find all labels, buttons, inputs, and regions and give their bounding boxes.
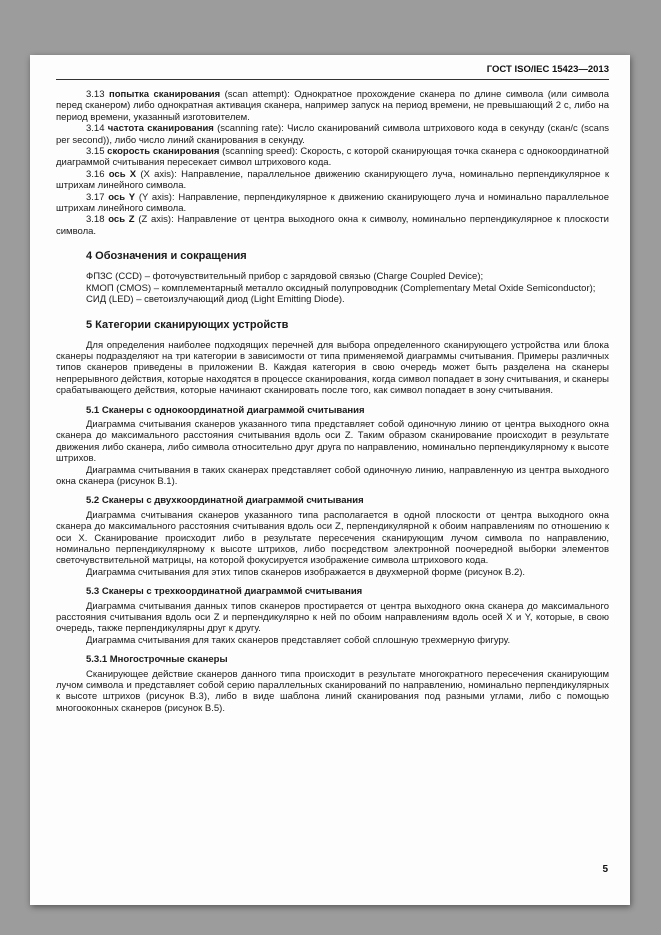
definition-3-17: 3.17 ось Y (Y axis): Направление, перпендикулярное к движению сканирующего луча и номинально параллельное штрихам линейного символа. (56, 191, 609, 215)
page-number: 5 (602, 864, 608, 875)
heading-4: 4 Обозначения и сокращения (86, 250, 247, 263)
document-header-standard-number: ГОСТ ISO/IEC 15423—2013 (56, 64, 609, 80)
document-body (56, 89, 609, 714)
subheading-5-2: 5.2 Сканеры с двухкоординатной диаграммой считывания (86, 495, 364, 507)
heading-5: 5 Категории сканирующих устройств (86, 318, 289, 331)
definition-3-14: 3.14 частота сканирования (scanning rate): Число сканирований символа штрихового кода в секунду (скан/с (scans per second)), либо число линий сканирования в секунду. (56, 123, 609, 146)
subheading-5-1: 5.1 Сканеры с однокоординатной диаграммой считывания (86, 404, 365, 416)
document-page (30, 55, 630, 905)
paragraph-5-intro: Для определения наиболее подходящих перечней для выбора определенного сканирующего устройства или блока сканеры подразделяют на три категории в зависимости от типа применяемой диаграммы считывания. Примеры различных типов сканеров приведены в приложении B. Каждая категория в свою очередь может быть разделена на сканеры непрерывного действия, которые находятся в процессе сканирования, когда символ попадает в зону считывания, и сканеры срабатывающего действия, которые начинают сканировать после того, как символ попадает в зону считывания. (56, 339, 609, 397)
definition-3-18: 3.18 ось Z (Z axis): Направление от центра выходного окна к символу, номинально перпендикулярное к плоскости символа. (56, 214, 609, 237)
paragraph-5-3-a: Диаграмма считывания данных типов сканеров простирается от центра выходного окна сканера до максимального расстояния считывания вдоль оси Z и перпендикулярно к ней по обоим направлениям вдоль осей X и Y, которые, в свою очередь, также перпендикулярны друг к другу. (56, 600, 609, 635)
definition-3-15: 3.15 скорость сканирования (scanning speed): Скорость, с которой сканирующая точка сканера с однокоординатной диаграммой считывания пересекает символ штрихового кода. (56, 146, 609, 169)
paragraph-5-3-1-a: Сканирующее действие сканеров данного типа происходит в результате многократного пересечения сканирующим лучом символа и представляет собой серию параллельных сканирований по направлению, номинально перпендикулярных к высоте штрихов (рисунок B.3), либо в виде шаблона линий сканирования под разными углами, либо с помощью многооконных сканеров (рисунок B.5). (56, 668, 609, 714)
paragraph-5-2-a: Диаграмма считывания сканеров указанного типа располагается в одной плоскости от центра выходного окна сканера до максимального расстояния считывания вдоль оси Z, перпендикулярной к обоим направлениям по отношению к оси X. Сканирование происходит либо в результате пересечения сканирующим лучом символа по направлению, номинально перпендикулярному к высоте штрихов, либо посредством электронной поочередной выборки элементов светочувствительной матрицы, на которой фокусируется изображение символа штрихового кода. (56, 509, 609, 567)
abbreviation-cmos: КМОП (CMOS) – комплементарный металло оксидный полупроводник (Complementary Metal Oxide Semiconductor); (86, 282, 596, 294)
paragraph-5-2-b: Диаграмма считывания для этих типов сканеров изображается в двухмерной форме (рисунок B.2). (86, 566, 526, 578)
paragraph-5-1-a: Диаграмма считывания сканеров указанного типа представляет собой одиночную линию от центра выходного окна сканера до максимального расстояния считывания вдоль оси Z. Таким образом сканирование происходит в результате движения либо сканера, либо символа относительно друг друга по направлению, номинально перпендикулярному к высоте штрихов. (56, 418, 609, 465)
subheading-5-3-1: 5.3.1 Многострочные сканеры (86, 654, 228, 666)
abbreviation-led: СИД (LED) – светоизлучающий диод (Light Emitting Diode). (86, 294, 345, 306)
paragraph-5-1-b: Диаграмма считывания в таких сканерах представляет собой одиночную линию, направленную из центра выходного окна сканера (рисунок B.1). (56, 464, 609, 487)
abbreviation-ccd: ФПЗС (CCD) – фоточувствительный прибор с зарядовой связью (Charge Coupled Device); (86, 271, 484, 283)
definition-3-13: 3.13 попытка сканирования (scan attempt): Однократное прохождение сканера по длине символа (или символа перед сканером) либо однократная активация сканера, например запуск на период времени, не превышающий 2 с, либо на период времени, указанный изготовителем. (56, 89, 609, 123)
definition-3-16: 3.16 ось X (X axis): Направление, параллельное движению сканирующего луча, номинально перпендикулярное к штрихам линейного символа. (56, 168, 609, 192)
subheading-5-3: 5.3 Сканеры с трехкоординатной диаграммой считывания (86, 586, 363, 598)
paragraph-5-3-b: Диаграмма считывания для таких сканеров представляет собой сплошную трехмерную фигуру. (86, 634, 511, 646)
